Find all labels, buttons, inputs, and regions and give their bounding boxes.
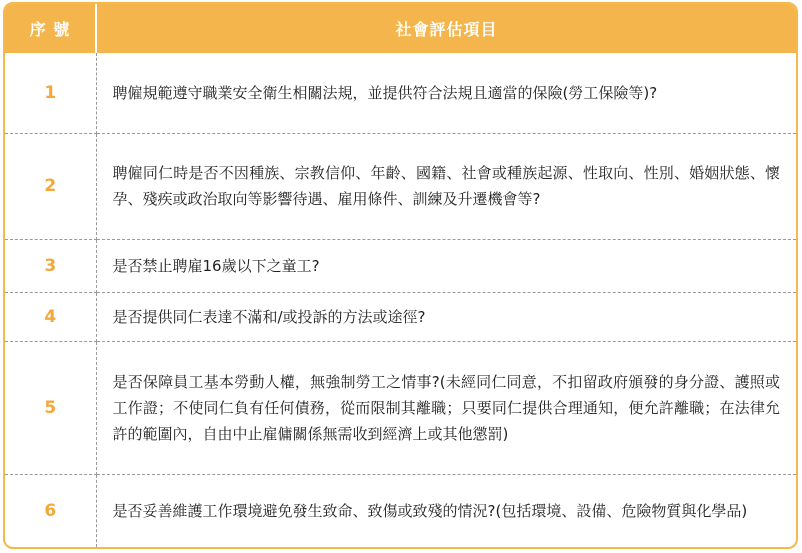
row-item-text: 是否保障員工基本勞動人權，無強制勞工之情事?(未經同仁同意，不扣留政府頒發的身分證、護照或工作證；不使同仁負有任何債務，從而限制其離職；只要同仁提供合理通知，便允許離職；在法律允許的範圍內，自由中止雇傭關係無需收到經濟上或其他懲罰) bbox=[96, 341, 796, 474]
assessment-table-frame bbox=[3, 2, 798, 549]
row-number: 2 bbox=[5, 133, 96, 239]
table-row bbox=[5, 341, 796, 474]
row-item-text: 聘僱同仁時是否不因種族、宗教信仰、年齡、國籍、社會或種族起源、性取向、性別、婚姻狀態、懷孕、殘疾或政治取向等影響待遇、雇用條件、訓練及升遷機會等? bbox=[96, 133, 796, 239]
table-row bbox=[5, 474, 796, 547]
header-assessment-item: 社會評估項目 bbox=[395, 20, 498, 39]
table-header-row bbox=[5, 4, 796, 53]
row-item-text: 是否禁止聘雇16歲以下之童工? bbox=[96, 239, 796, 292]
table-row bbox=[5, 239, 796, 292]
social-assessment-table bbox=[5, 4, 796, 547]
table-row bbox=[5, 53, 796, 133]
row-number: 5 bbox=[5, 341, 96, 474]
row-number: 3 bbox=[5, 239, 96, 292]
row-item-text: 是否提供同仁表達不滿和/或投訴的方法或途徑? bbox=[96, 292, 796, 341]
row-number: 4 bbox=[5, 292, 96, 341]
row-item-text: 是否妥善維護工作環境避免發生致命、致傷或致殘的情況?(包括環境、設備、危險物質與化學品) bbox=[112, 501, 748, 520]
table-row bbox=[5, 133, 796, 239]
row-number: 6 bbox=[5, 474, 96, 547]
row-item-text: 聘僱規範遵守職業安全衛生相關法規，並提供符合法規且適當的保險(勞工保險等)? bbox=[96, 53, 796, 133]
header-serial-number: 序 號 bbox=[5, 4, 96, 53]
row-number: 1 bbox=[5, 53, 96, 133]
table-row bbox=[5, 292, 796, 341]
